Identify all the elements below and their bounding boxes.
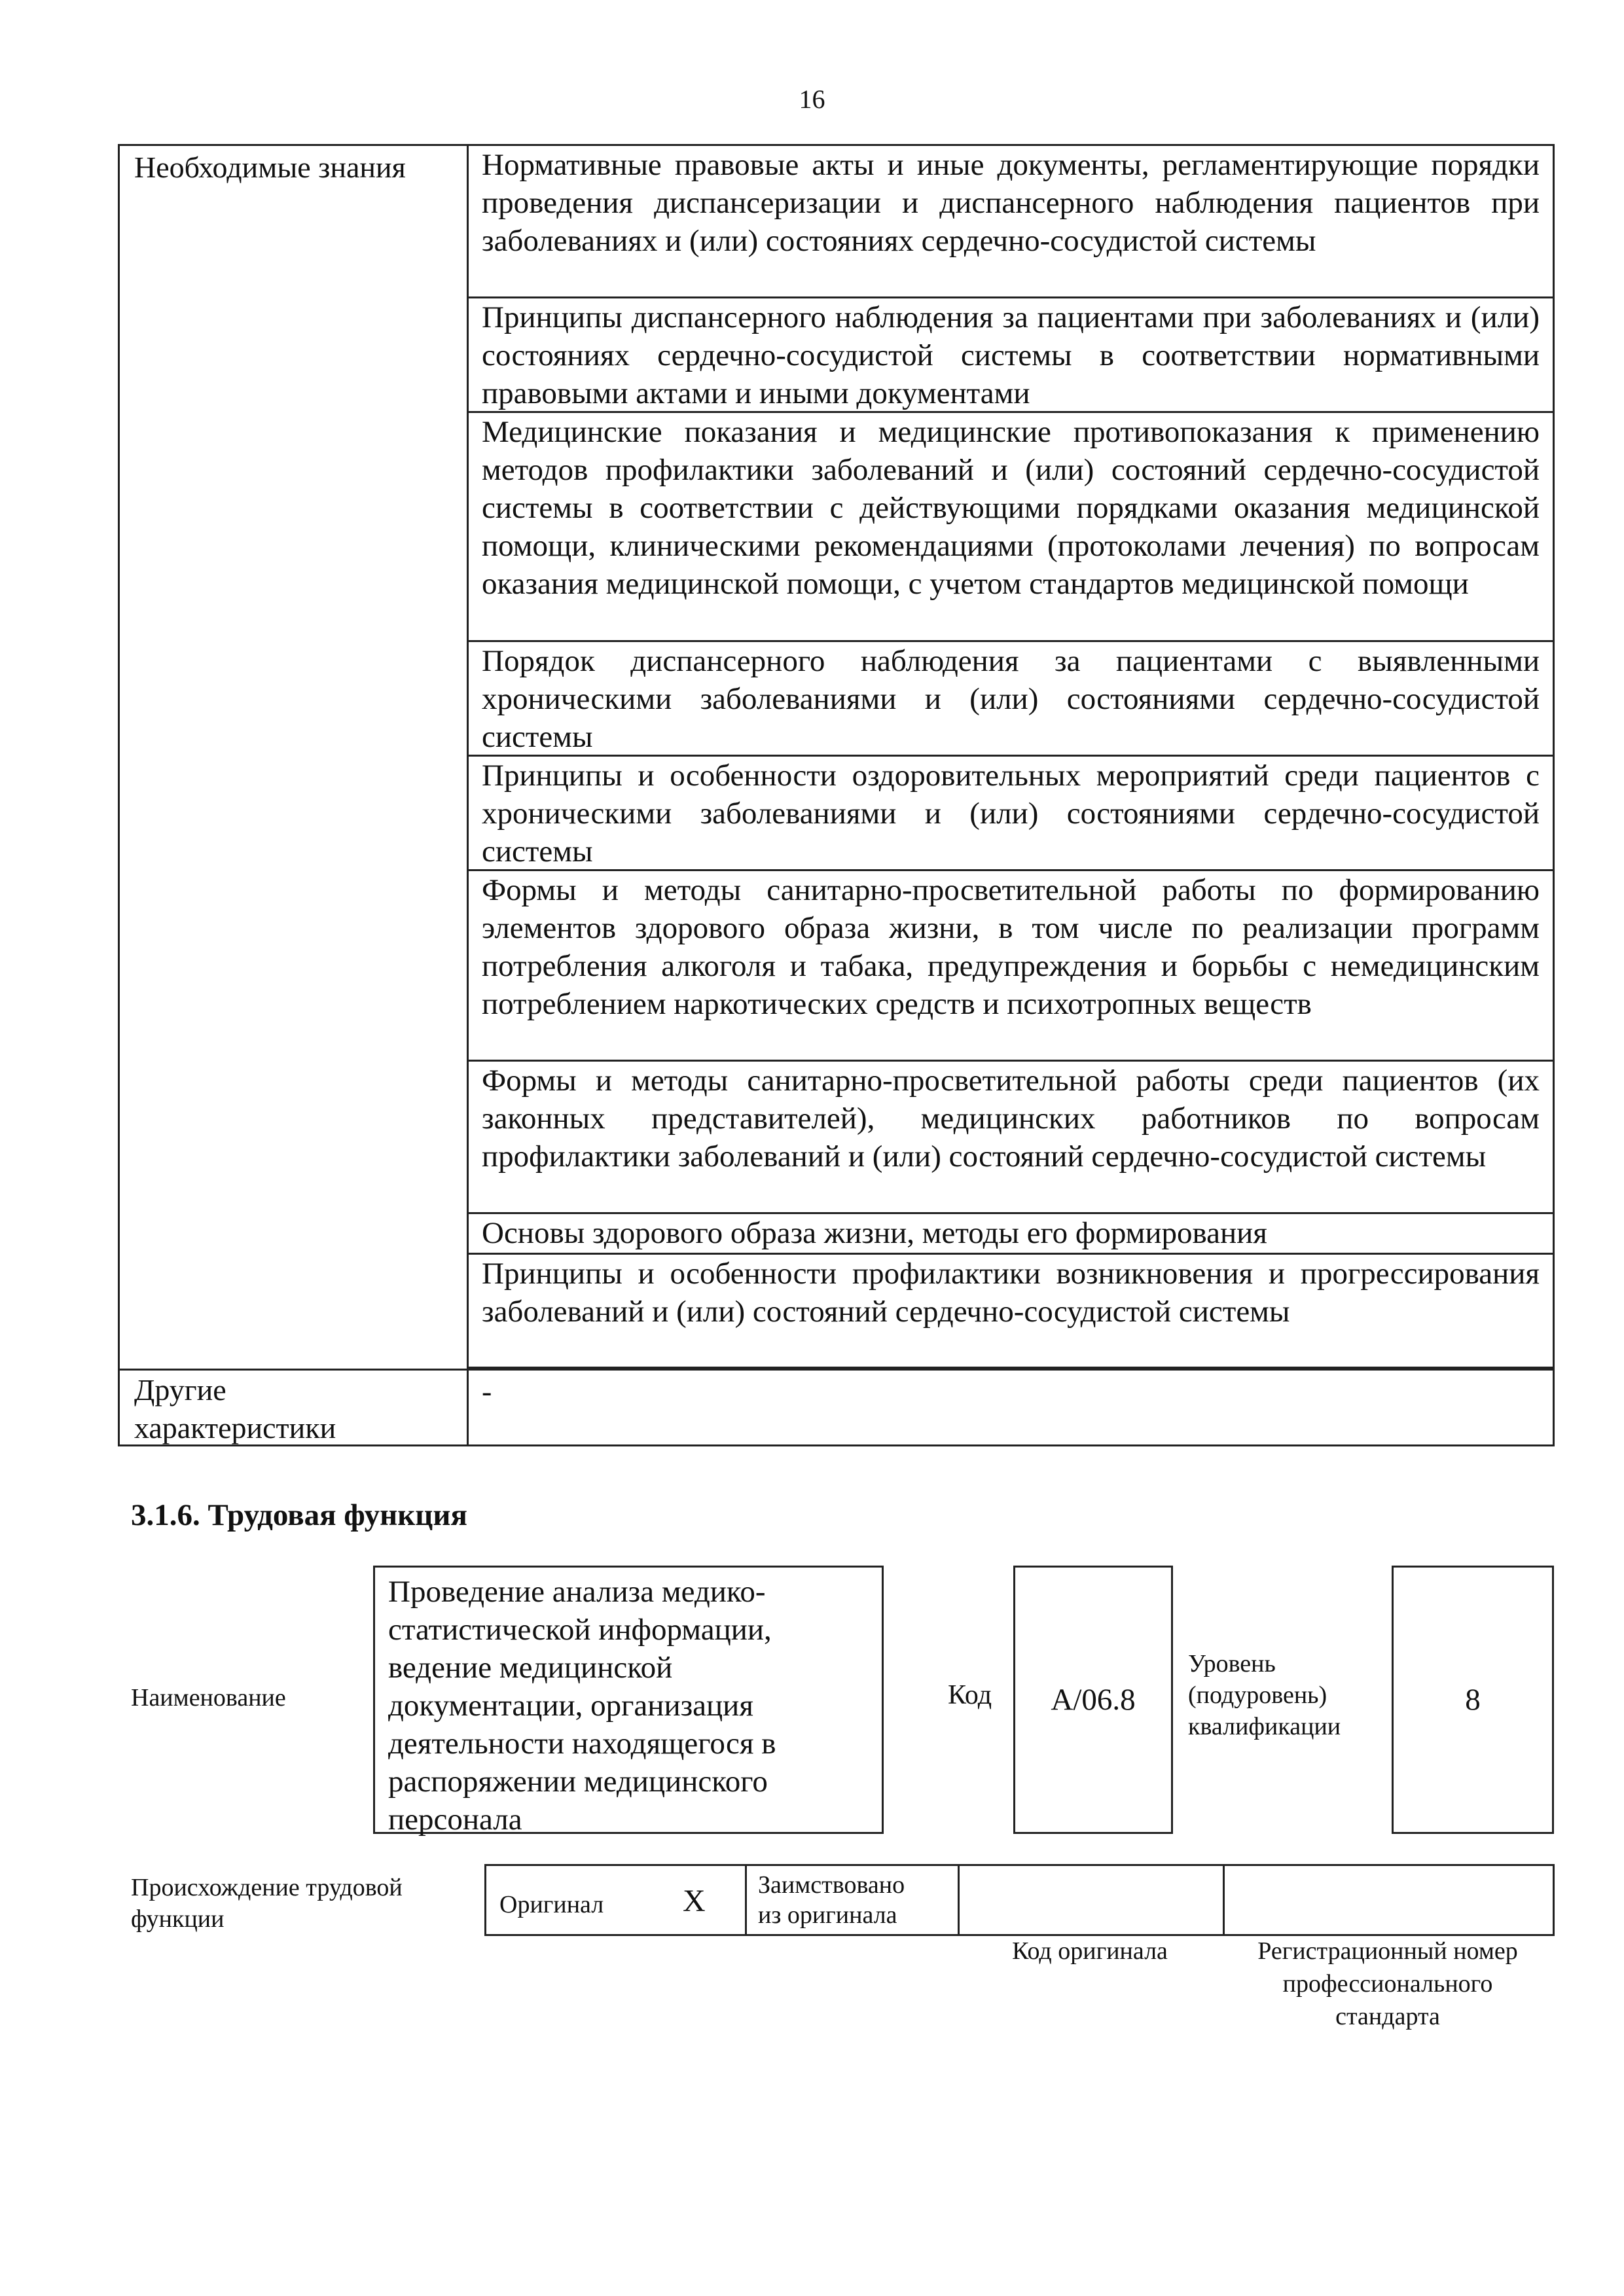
knowledge-item: Основы здорового образа жизни, методы его формирования: [469, 1214, 1553, 1255]
knowledge-item: Медицинские показания и медицинские противопоказания к применению методов профилактики заболеваний и (или) состояний сердечно-сосудистой системы в соответствии с действующими порядками оказания медицинской помощи, клиническими рекомендациями (протоколами лечения) по вопросам оказания медицинской помощи, с учетом стандартов медицинской помощи: [469, 413, 1553, 642]
caption-reg-line3: стандарта: [1335, 2003, 1440, 2030]
caption-registration-number: [1221, 1935, 1555, 2033]
name-label: Наименование: [131, 1684, 286, 1712]
page-number: 16: [799, 84, 825, 114]
level-label-line2: (подуровень): [1188, 1681, 1327, 1709]
other-value: -: [482, 1374, 492, 1408]
level-label-line3: квалификации: [1188, 1713, 1341, 1740]
qualification-level-box: 8: [1392, 1566, 1554, 1834]
origin-divider: [1223, 1866, 1225, 1934]
function-name-box: Проведение анализа медико-статистической информации, ведение медицинской документации, организация деятельности находящегося в распоряжении медицинского персонала: [373, 1566, 884, 1834]
knowledge-item: Формы и методы санитарно-просветительной работы по формированию элементов здорового образа жизни, в том числе по реализации программ потребления алкоголя и табака, предупреждения и борьбы с немедицинским потреблением наркотических средств и психотропных веществ: [469, 871, 1553, 1062]
label-other-line2: характеристики: [134, 1411, 336, 1444]
original-mark: X: [683, 1884, 706, 1918]
knowledge-item: Принципы и особенности оздоровительных мероприятий среди пациентов с хроническими заболеваниями и (или) состояниями сердечно-сосудистой системы: [469, 757, 1553, 871]
knowledge-table: [118, 144, 1555, 1446]
label-required-knowledge: Необходимые знания: [134, 151, 406, 184]
origin-label-line1: Происхождение трудовой: [131, 1874, 403, 1901]
section-title: 3.1.6. Трудовая функция: [131, 1498, 467, 1532]
knowledge-item: Порядок диспансерного наблюдения за пациентами с выявленными хроническими заболеваниями и (или) состояниями сердечно-сосудистой системы: [469, 642, 1553, 757]
origin-label-line2: функции: [131, 1905, 225, 1933]
code-label: Код: [948, 1680, 992, 1710]
caption-original-code: Код оригинала: [1012, 1937, 1168, 1965]
original-label: Оригинал: [499, 1891, 604, 1918]
origin-divider: [958, 1866, 960, 1934]
caption-reg-line1: Регистрационный номер: [1257, 1937, 1518, 1965]
knowledge-item: Принципы диспансерного наблюдения за пациентами при заболеваниях и (или) состояниях сердечно-сосудистой системы в соответствии нормативными правовыми актами и иными документами: [469, 298, 1553, 413]
caption-reg-line2: профессионального: [1282, 1970, 1493, 1998]
row-divider: [120, 1369, 1553, 1371]
origin-divider: [745, 1866, 747, 1934]
borrowed-line2: из оригинала: [758, 1901, 897, 1929]
level-label: [1188, 1648, 1341, 1742]
origin-label: [131, 1872, 403, 1935]
origin-table: [484, 1864, 1555, 1936]
knowledge-item: Нормативные правовые акты и иные документы, регламентирующие порядки проведения диспансеризации и диспансерного наблюдения пациентов при заболеваниях и (или) состояниях сердечно-сосудистой системы: [469, 146, 1553, 298]
function-code-box: A/06.8: [1013, 1566, 1173, 1834]
level-label-line1: Уровень: [1188, 1650, 1276, 1677]
label-other-line1: Другие: [134, 1373, 226, 1407]
knowledge-item: Формы и методы санитарно-просветительной работы среди пациентов (их законных представителей), медицинских работников по вопросам профилактики заболеваний и (или) состояний сердечно-сосудистой системы: [469, 1062, 1553, 1214]
borrowed-label: [758, 1870, 905, 1930]
knowledge-item: Принципы и особенности профилактики возникновения и прогрессирования заболеваний и (или) состояний сердечно-сосудистой системы: [469, 1255, 1553, 1369]
label-other-characteristics: [134, 1371, 336, 1447]
borrowed-line1: Заимствовано: [758, 1871, 905, 1899]
